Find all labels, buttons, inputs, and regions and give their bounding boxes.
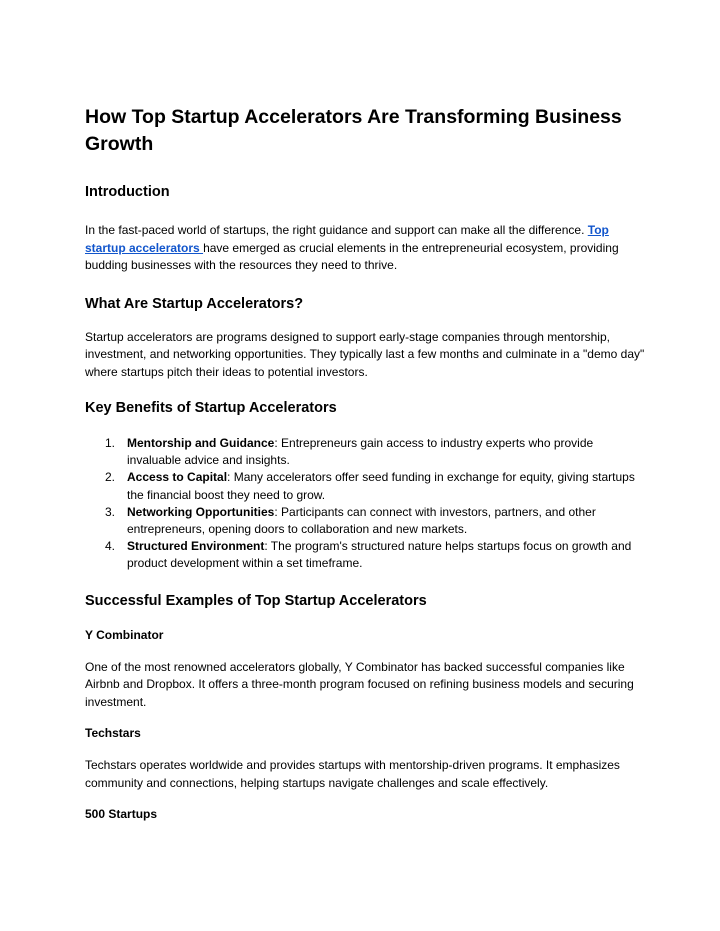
subheading-y-combinator: Y Combinator — [85, 627, 164, 642]
list-item — [85, 435, 645, 469]
heading-introduction: Introduction — [85, 184, 170, 200]
list-term: Structured Environment — [127, 539, 265, 554]
list-number: 2. — [105, 470, 116, 485]
paragraph-techstars: Techstars operates worldwide and provides startups with mentorship-driven programs. It emphasizes community and connections, helping startups navigate challenges and scale effectively. — [85, 758, 620, 790]
list-number: 3. — [105, 504, 116, 519]
list-term: Mentorship and Guidance — [127, 436, 275, 450]
heading-examples: Successful Examples of Top Startup Accelerators — [85, 592, 427, 609]
paragraph-introduction — [85, 222, 645, 275]
list-term: Access to Capital — [127, 470, 228, 485]
list-item — [85, 538, 645, 572]
paragraph-what-are: Startup accelerators are programs designed to support early-stage companies through mentorship, investment, and networking opportunities. They typically last a few months and culminate in a "demo day" where startups pitch their ideas to potential investors. — [85, 329, 645, 379]
list-item — [85, 504, 645, 538]
list-text: : Many accelerators offer seed funding in exchange for equity, giving startups the financial boost they need to grow. — [127, 470, 635, 502]
top-startup-accelerators-link[interactable]: Top startup accelerators — [85, 223, 609, 255]
heading-benefits: Key Benefits of Startup Accelerators — [85, 400, 337, 416]
heading-what-are: What Are Startup Accelerators? — [85, 295, 304, 312]
list-term: Networking Opportunities — [127, 504, 275, 519]
intro-text-after-link: have emerged as crucial elements in the entrepreneurial ecosystem, providing budding businesses with the resources they need to thrive. — [85, 240, 619, 272]
benefits-list — [85, 435, 645, 573]
subheading-500-startups: 500 Startups — [85, 807, 158, 822]
subheading-techstars: Techstars — [85, 726, 141, 741]
document-title: How Top Startup Accelerators Are Transforming Business Growth — [85, 106, 622, 155]
list-text: : Entrepreneurs gain access to industry experts who provide invaluable advice and insights. — [127, 436, 594, 468]
list-number: 4. — [105, 539, 116, 554]
list-number: 1. — [105, 436, 116, 450]
list-text: : The program's structured nature helps startups focus on growth and product development within a set timeframe. — [127, 539, 632, 571]
list-text: : Participants can connect with investors, partners, and other entrepreneurs, opening doors to collaboration and new markets. — [127, 504, 596, 537]
intro-text-before-link: In the fast-paced world of startups, the right guidance and support can make all the difference. — [85, 223, 588, 237]
document-page — [85, 104, 645, 823]
paragraph-y-combinator: One of the most renowned accelerators globally, Y Combinator has backed successful companies like Airbnb and Dropbox. It offers a three-month program focused on refining business models and securing investment. — [85, 659, 634, 709]
list-item — [85, 469, 645, 503]
